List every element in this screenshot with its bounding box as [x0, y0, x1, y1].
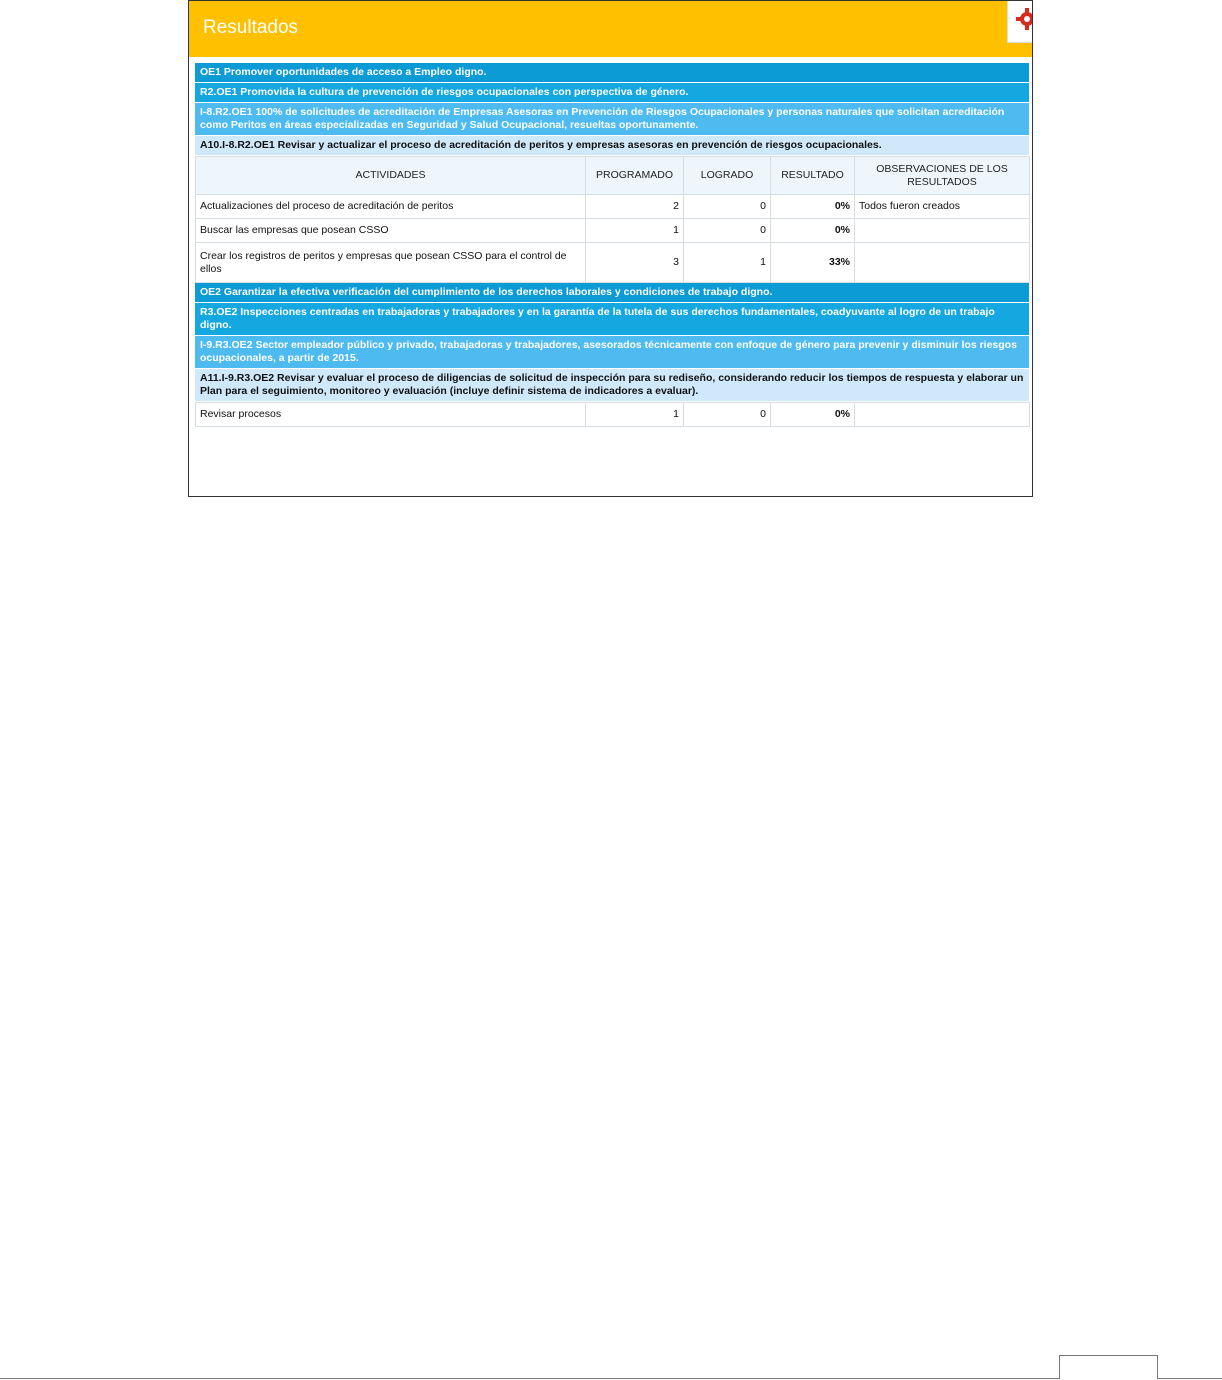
- cell-programado: 3: [586, 243, 684, 283]
- cell-actividad: Crear los registros de peritos y empresas que posean CSSO para el control de ellos: [196, 243, 586, 283]
- activity-row: A10.I-8.R2.OE1 Revisar y actualizar el proceso de acreditación de peritos y empresas asesoras en prevención de riesgos ocupacionales.: [195, 136, 1029, 156]
- cell-programado: 1: [586, 403, 684, 427]
- objective-row: OE2 Garantizar la efectiva verificación del cumplimiento de los derechos laborales y condiciones de trabajo digno.: [195, 283, 1029, 303]
- settings-button[interactable]: [1007, 1, 1032, 43]
- cell-actividad: Buscar las empresas que posean CSSO: [196, 219, 586, 243]
- table-row: [196, 195, 1030, 219]
- cell-actividad: Revisar procesos: [196, 403, 586, 427]
- table-header-row: [196, 157, 1030, 195]
- cell-logrado: 0: [684, 403, 771, 427]
- objective-row: OE1 Promover oportunidades de acceso a Empleo digno.: [195, 63, 1029, 83]
- gear-icon: [1016, 8, 1032, 30]
- cell-logrado: 1: [684, 243, 771, 283]
- cell-logrado: 0: [684, 195, 771, 219]
- indicator-row: I-9.R3.OE2 Sector empleador público y privado, trabajadoras y trabajadores, asesorados técnicamente con enfoque de género para prevenir y disminuir los riesgos ocupacionales, a partir de 2015.: [195, 336, 1029, 369]
- page-footer-line: [0, 1378, 1222, 1379]
- results-content: [195, 63, 1029, 427]
- cell-resultado: 0%: [771, 219, 855, 243]
- cell-actividad: Actualizaciones del proceso de acreditación de peritos: [196, 195, 586, 219]
- table-row: [196, 243, 1030, 283]
- cell-resultado: 33%: [771, 243, 855, 283]
- column-header-logrado: LOGRADO: [684, 157, 771, 195]
- result-row: R3.OE2 Inspecciones centradas en trabajadoras y trabajadores y en la garantía de la tutela de sus derechos fundamentales, coadyuvante al logro de un trabajo digno.: [195, 303, 1029, 336]
- table-row: [196, 219, 1030, 243]
- cell-observaciones: [855, 243, 1030, 283]
- cell-resultado: 0%: [771, 195, 855, 219]
- page-number-box: [1059, 1355, 1158, 1379]
- cell-programado: 1: [586, 219, 684, 243]
- cell-resultado: 0%: [771, 403, 855, 427]
- column-header-observaciones: OBSERVACIONES DE LOS RESULTADOS: [855, 157, 1030, 195]
- result-row: R2.OE1 Promovida la cultura de prevención de riesgos ocupacionales con perspectiva de género.: [195, 83, 1029, 103]
- activity-row: A11.I-9.R3.OE2 Revisar y evaluar el proceso de diligencias de solicitud de inspección para su rediseño, considerando reducir los tiempos de respuesta y elaborar un Plan para el seguimiento, monitoreo y evaluación (incluye definir sistema de indicadores a evaluar).: [195, 369, 1029, 402]
- panel-title: Resultados: [203, 17, 299, 38]
- cell-observaciones: [855, 219, 1030, 243]
- column-header-actividades: ACTIVIDADES: [196, 157, 586, 195]
- panel-header: [189, 1, 1032, 57]
- column-header-resultado: RESULTADO: [771, 157, 855, 195]
- results-panel: [188, 0, 1033, 497]
- cell-observaciones: Todos fueron creados: [855, 195, 1030, 219]
- cell-programado: 2: [586, 195, 684, 219]
- cell-logrado: 0: [684, 219, 771, 243]
- activities-table: [195, 156, 1030, 283]
- table-row: [196, 403, 1030, 427]
- activities-table: [195, 402, 1030, 427]
- cell-observaciones: [855, 403, 1030, 427]
- column-header-programado: PROGRAMADO: [586, 157, 684, 195]
- indicator-row: I-8.R2.OE1 100% de solicitudes de acreditación de Empresas Asesoras en Prevención de Riesgos Ocupacionales y personas naturales que solicitan acreditación como Peritos en áreas especializadas en Seguridad y Salud Ocupacional, resueltas oportunamente.: [195, 103, 1029, 136]
